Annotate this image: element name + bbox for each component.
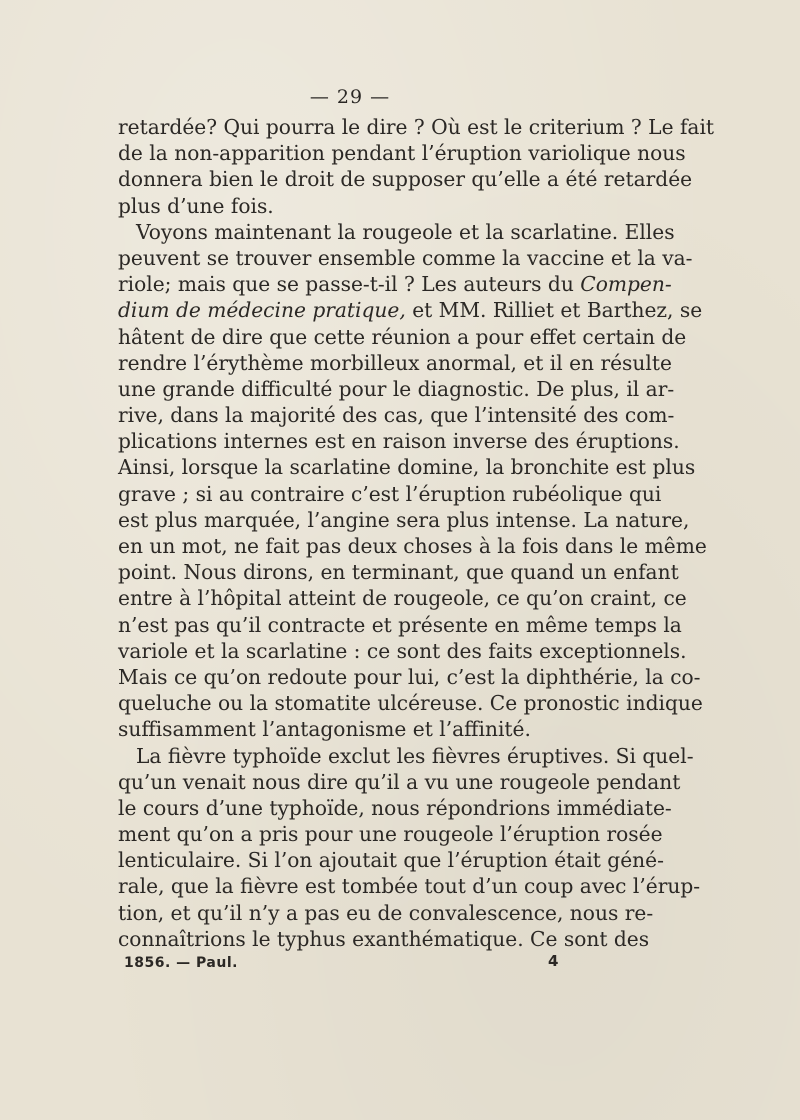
line-text: et MM. Rilliet et Barthez, se [405,298,703,323]
text-line: Mais ce qu’on redoute pour lui, c’est la diphthérie, la co- [118,664,701,689]
line-text: riole; mais que se passe-t-il ? Les auteurs du [118,272,581,297]
text-line: ment qu’on a pris pour une rougeole l’éruption rosée [118,822,663,847]
text-line: La fièvre typhoïde exclut les fièvres éruptives. Si quel- [136,743,694,768]
page-number: — 29 — [309,86,391,108]
printer-signature: 1856. — Paul. [124,955,238,971]
text-line: le cours d’une typhoïde, nous répondrions immédiate- [118,795,672,820]
text-line: rive, dans la majorité des cas, que l’intensité des com- [118,403,675,428]
text-line: queluche ou la stomatite ulcéreuse. Ce pronostic indique [118,691,703,716]
text-line: Ainsi, lorsque la scarlatine domine, la bronchite est plus [118,455,696,480]
text-line: hâtent de dire que cette réunion a pour effet certain de [118,324,687,349]
text-line: donnera bien le droit de supposer qu’elle a été retardée [118,167,693,192]
text-line: lenticulaire. Si l’on ajoutait que l’éruption était géné- [118,848,664,873]
text-line: qu’un venait nous dire qu’il a vu une rougeole pendant [118,769,681,794]
text-line: variole et la scarlatine : ce sont des faits exceptionnels. [118,638,687,663]
text-line: plications internes est en raison inverse des éruptions. [118,429,680,454]
text-line: n’est pas qu’il contracte et présente en même temps la [118,612,682,637]
sheet-number: 4 [548,952,559,970]
italic-text: Compen- [580,272,672,297]
text-line: rendre l’érythème morbilleux anormal, et il en résulte [118,350,672,375]
text-line: en un mot, ne fait pas deux choses à la fois dans le même [118,534,707,558]
text-line: retardée? Qui pourra le dire ? Où est le criterium ? Le fait [118,115,715,139]
text-line: peuvent se trouver ensemble comme la vaccine et la va- [118,245,693,270]
text-line: est plus marquée, l’angine sera plus intense. La nature, [118,507,690,532]
text-line: suffisamment l’antagonisme et l’affinité. [118,717,531,742]
text-line: connaîtrions le typhus exanthématique. Ce sont des [118,926,650,951]
body-text [118,114,715,952]
text-line [118,271,672,297]
text-line: tion, et qu’il n’y a pas eu de convalescence, nous re- [118,900,654,925]
text-line: entre à l’hôpital atteint de rougeole, ce qu’on craint, ce [118,586,687,611]
text-line: plus d’une fois. [118,193,274,218]
text-line: de la non-apparition pendant l’éruption variolique nous [118,141,686,166]
text-line [118,297,703,323]
text-line: grave ; si au contraire c’est l’éruption rubéolique qui [118,481,662,506]
italic-text: dium de médecine pratique, [118,298,406,323]
text-line: Voyons maintenant la rougeole et la scarlatine. Elles [136,219,675,244]
text-line: une grande difficulté pour le diagnostic. De plus, il ar- [118,376,675,401]
text-line: rale, que la fièvre est tombée tout d’un coup avec l’érup- [118,874,701,899]
text-line: point. Nous dirons, en terminant, que quand un enfant [118,560,679,585]
